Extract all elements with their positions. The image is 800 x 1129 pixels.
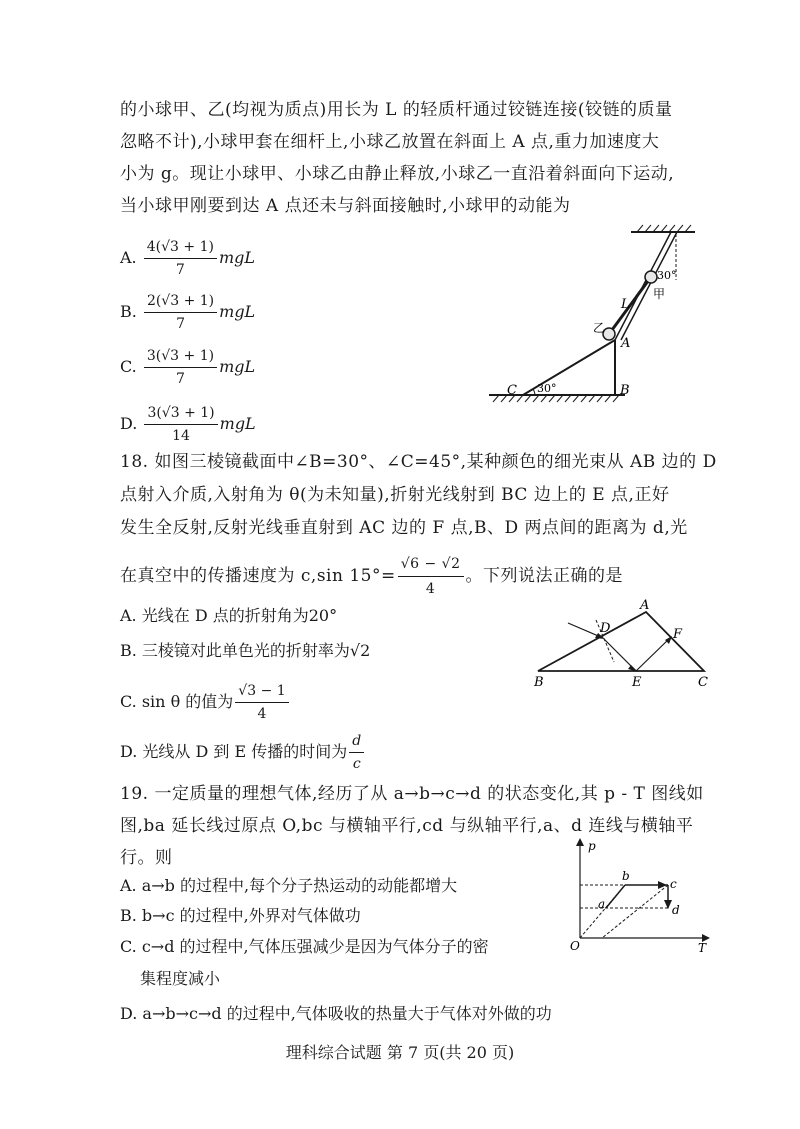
q19-line-1: 19. 一定质量的理想气体,经历了从 a→b→c→d 的状态变化,其 p - T 图线如 [120, 784, 704, 804]
q19-option-c-cont: 集程度减小 [140, 969, 221, 988]
label-c: c [670, 877, 677, 891]
c-origin-dashed [602, 885, 668, 938]
reflected-ray [636, 638, 670, 671]
ceiling-hatch [637, 225, 691, 232]
q19-option-c: C. c→d 的过程中,气体压强减少是因为气体分子的密 [120, 937, 489, 956]
q18-option-d: D. 光线从 D 到 E 传播的时间为 $\frac{d}{c}$ [120, 730, 366, 775]
label-d: d [672, 903, 680, 917]
angle-label-top: 30° [657, 269, 677, 282]
angle-label-c: 30° [537, 382, 557, 395]
q19-line-3: 行。则 [120, 848, 173, 868]
label-b: b [622, 869, 630, 883]
label-A: A [621, 336, 631, 351]
q19-option-a: A. a→b 的过程中,每个分子热运动的动能都增大 [120, 876, 458, 895]
label-F: F [673, 627, 683, 642]
q17-line-3: 小为 g。现让小球甲、小球乙由静止释放,小球乙一直沿着斜面向下运动, [120, 164, 675, 184]
q17-line-2: 忽略不计),小球甲套在细杆上,小球乙放置在斜面上 A 点,重力加速度大 [120, 132, 660, 152]
q17-line-1: 的小球甲、乙(均视为质点)用长为 L 的轻质杆通过铰链连接(铰链的质量 [120, 100, 673, 120]
label-B: B [620, 383, 630, 398]
ab-line [606, 885, 625, 908]
q18-figure [528, 598, 718, 690]
q19-option-d: D. a→b→c→d 的过程中,气体吸收的热量大于气体对外做的功 [120, 1004, 552, 1023]
q19-option-b: B. b→c 的过程中,外界对气体做功 [120, 906, 361, 925]
label-O: O [570, 939, 580, 953]
q18-line-3: 发生全反射,反射光线垂直射到 AC 边的 F 点,B、D 两点间的距离为 d,光 [120, 518, 688, 538]
label-p: p [588, 839, 596, 853]
q19-line-2: 图,ba 延长线过原点 O,bc 与横轴平行,cd 与纵轴平行,a、d 连线与横轴平 [120, 816, 694, 836]
light-rod [609, 277, 651, 334]
q18-option-b: B. 三棱镜对此单色光的折射率为√2 [120, 641, 371, 660]
bc-arrow [658, 881, 667, 889]
q19-figure [570, 838, 710, 953]
q17-figure [485, 222, 705, 412]
q18-line-4: 在真空中的传播速度为 c,sin 15°= $\frac{√6 - √2}{4}$ 。下列说法正确的是 [120, 552, 623, 601]
q18-line-2: 点射入介质,入射角为 θ(为未知量),折射光线射到 BC 边上的 E 点,正好 [120, 485, 670, 505]
q17-option-b: B. $\frac{2(√3 + 1)}{7}$ mgL [120, 290, 255, 335]
label-D: D [600, 621, 611, 636]
label-yi: 乙 [593, 321, 606, 335]
label-a: a [598, 897, 606, 911]
p-axis-arrow [576, 838, 584, 846]
label-A: A [640, 598, 650, 613]
label-L: L [621, 297, 630, 312]
q18-option-a: A. 光线在 D 点的折射角为20° [120, 606, 338, 625]
label-E: E [632, 675, 642, 690]
reflected-arrow [665, 636, 672, 644]
q17-option-a: A. $\frac{4(√3 + 1)}{7}$ mgL [120, 236, 255, 281]
ball-jia [645, 271, 657, 283]
q17-option-c: C. $\frac{3(√3 + 1)}{7}$ mgL [120, 345, 255, 390]
label-B: B [534, 675, 544, 690]
q17-option-d: D. $\frac{3(√3 + 1)}{14}$ mgL [120, 402, 256, 447]
thin-rod-2 [621, 232, 677, 340]
page-footer: 理科综合试题 第 7 页(共 20 页) [285, 1043, 515, 1062]
q18-line-1: 18. 如图三棱镜截面中∠B=30°、∠C=45°,某种颜色的细光束从 AB 边的 D [120, 452, 717, 472]
label-C: C [507, 383, 517, 398]
label-C: C [698, 675, 708, 690]
q18-option-c: C. sin θ 的值为 $\frac{√3 - 1}{4}$ [120, 680, 291, 725]
label-T: T [698, 941, 707, 953]
q17-line-4: 当小球甲刚要到达 A 点还未与斜面接触时,小球甲的动能为 [120, 196, 571, 216]
label-jia: 甲 [653, 287, 666, 301]
